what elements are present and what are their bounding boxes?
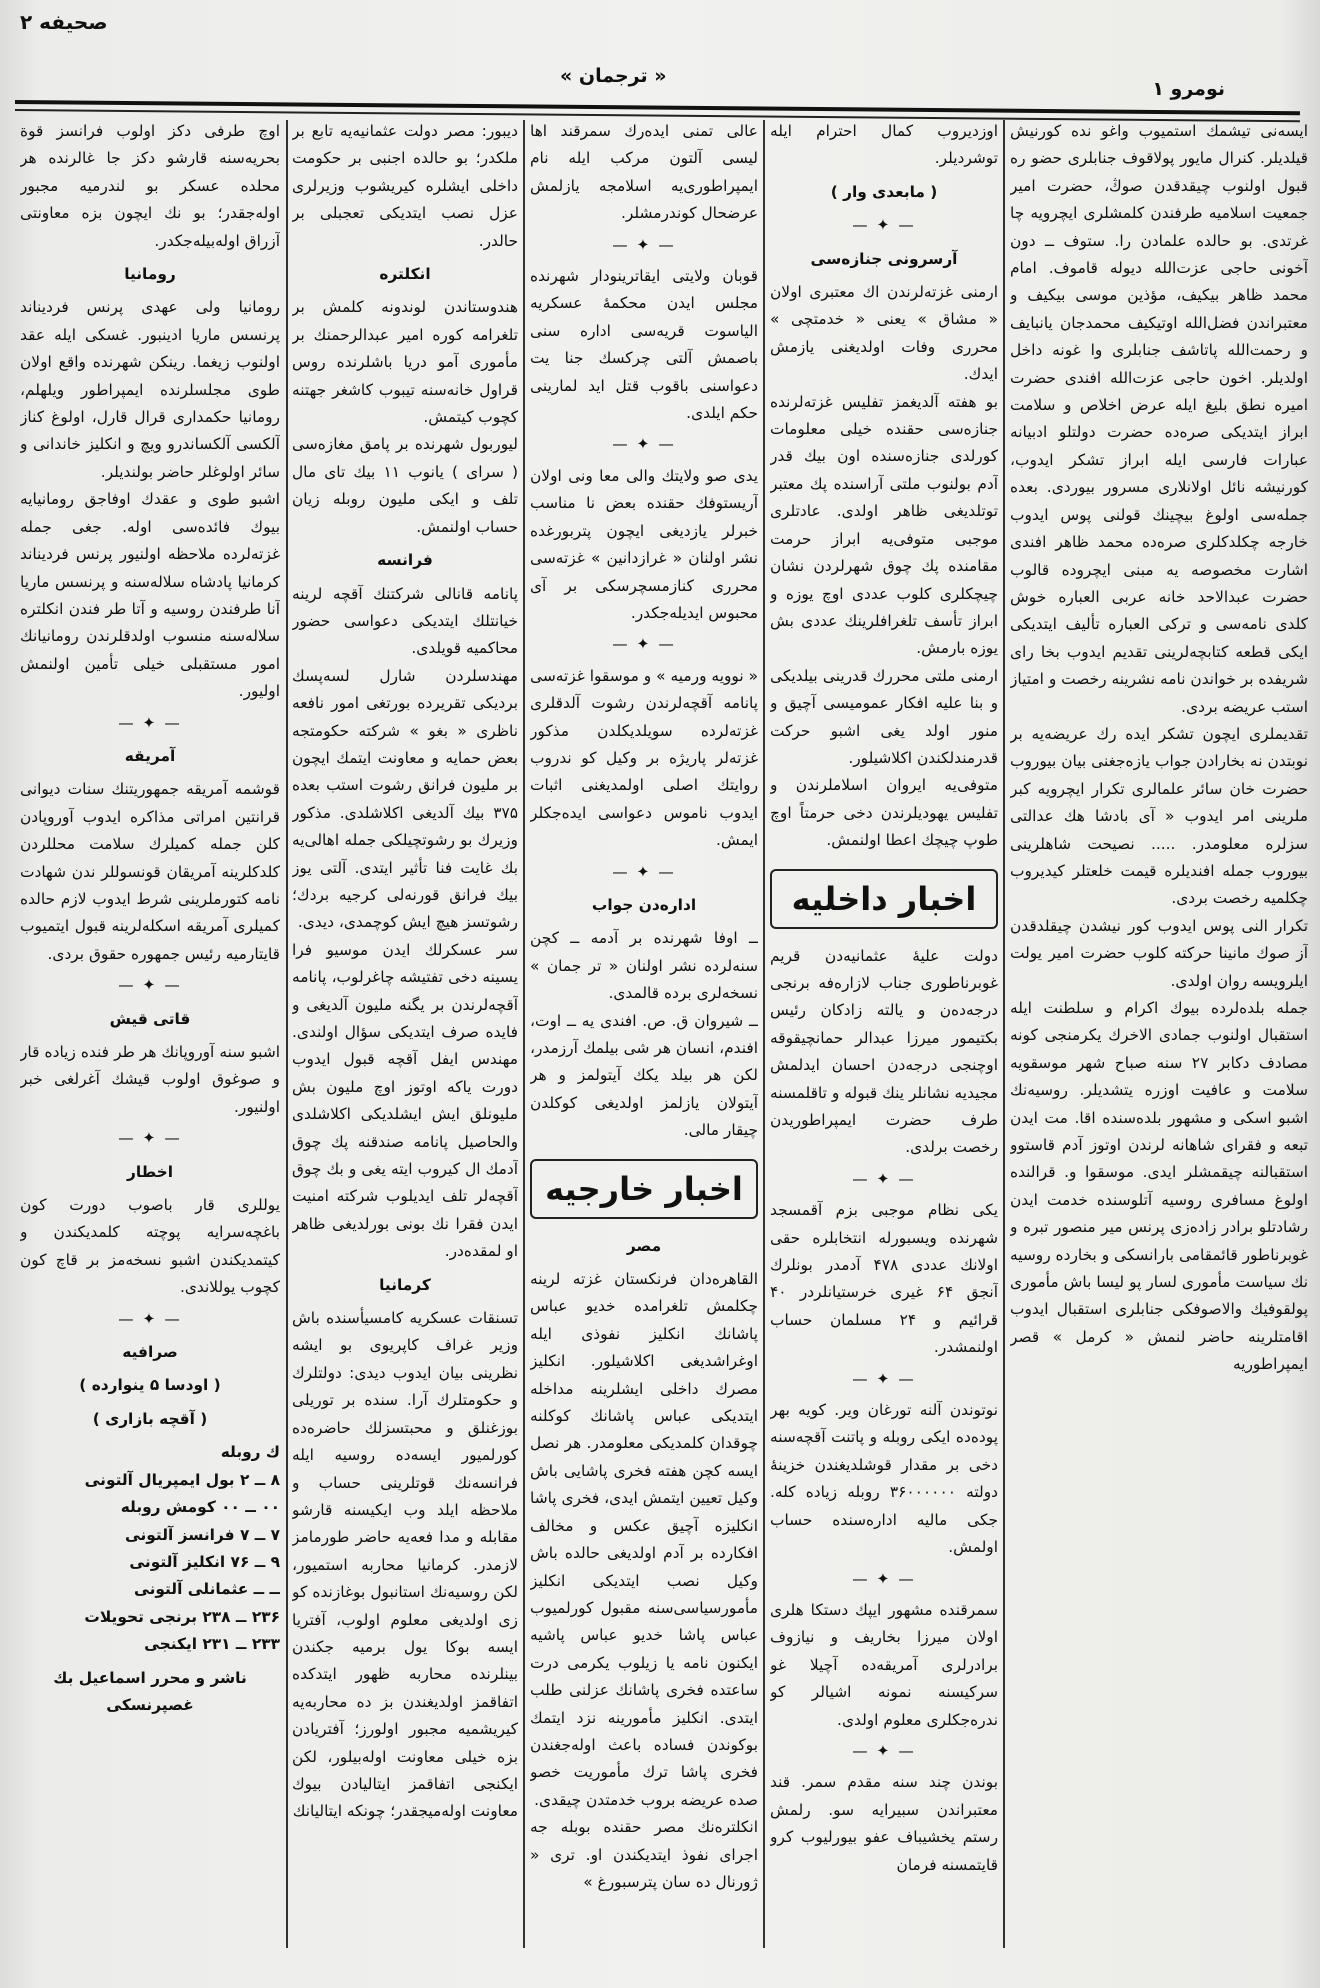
column-5 bbox=[20, 118, 280, 1968]
section-banner: اخبار خارجیه bbox=[530, 1159, 758, 1219]
ornament-separator: — ✦ — bbox=[612, 635, 676, 654]
ornament-separator: — ✦ — bbox=[852, 1369, 916, 1388]
section-heading: مصر bbox=[626, 1236, 662, 1255]
article-paragraph: رومانیا ولی عهدی پرنس فردیناند پرنسس ماریا ادینبور. غسكی ایله عقد اولنوب زیغما. رینكن شهرنده واقع اولان طوی مجلسلرنده ایمپراطور ویلهلم، رومانیا حكمداری قرال قارل، اولوغ كناز آلكسی آلكساندرو ویچ و انكلیز خاندانی و سائر اولوغلر حاضر بولندیلر. bbox=[20, 298, 280, 481]
article-paragraph: اشبو طوی و عقدك اوفاجق رومانیایه بیوك فائده‌سی اوله. جغی جمله غزته‌لرده ملاحظه اولنیور پرنس فردیناند كرمانیا پادشاه سلاله‌سنه و پرنسس ماریا آنا طرفندن روسیه و آتا طر فندن انكلتره سلاله‌سنه منسوب اولدقلرندن رومانیانك امور مستقبلی خیلی تأمین اولنمش اولیور. bbox=[20, 490, 280, 701]
exchange-rate-row: ك روبله bbox=[220, 1443, 280, 1462]
article-paragraph: بوندن چند سنه مقدم سمر. قند معتبراندن سبیرایه سو. رلمش رستم یخشیباف عفو بیورلیوب كرو قایتمسنه فرمان bbox=[770, 1773, 998, 1874]
article-paragraph: « نوویه ورمیه » و موسقوا غزته‌سی پانامه آقچه‌لرندن رشوت آلدقلری غزته‌لرده سویلدیكلدن مذكور غزته‌لر پاریژه بر وكیل كو ندروب روایتك اصلی اولمدیغنی اثبات ایدوب ناموس دعواسی ایده‌جكلر ایمش. bbox=[530, 666, 758, 850]
section-heading: كرمانیا bbox=[379, 1275, 431, 1294]
ornament-separator: — ✦ — bbox=[852, 1569, 916, 1588]
article-paragraph: تكرار النی پوس ایدوب كور نیشدن چیقلدقدن آز صوك مانینا حركته كلوب حضرت امیر یولت ایلرویسه روان اولدی. bbox=[1010, 916, 1308, 990]
ornament-separator: — ✦ — bbox=[852, 1741, 916, 1760]
column-divider bbox=[763, 120, 765, 1948]
article-paragraph: یكی نظام موجبی بزم آقمسجد شهرنده ویسبورله انتخابلره حقی اولانك عددی ۴۷۸ آدمدر بونلرك آنجق ۶۴ غیری خرستیانلردر ۴۰ قرائیم و ۲۴ مسلمان حساب اولنمشدر. bbox=[770, 1201, 998, 1357]
section-heading: صرافیه bbox=[122, 1343, 178, 1362]
article-paragraph: اشبو سنه آوروپانك هر طر فنده زیاده قار و صوغوق اولوب قیشك آغرلغی خبر اولنیور. bbox=[20, 1043, 280, 1116]
article-paragraph: القاهره‌دان فرنكستان غزته لرینه چكلمش تلغرامده خدیو عباس پاشانك انكلیز نفوذی ایله اوغراشدیغی اكلاشیلور. انكلیز مصرك داخلی ایشلرینه مداخله ایتدیكی عباس پاشانك كوكلنه چوقدان كلمدیكی معلومدر. هر نصل ایسه كچن هفته فخری پاشایی باش وكیل تعیین ایتمش ایدی، فخری پاشا انكلیزه آچیق عكس و مخالف افكارده بر آدم اولدیغی حالده باش وكیل نصب ایتدیكی انكلیز مأمورسیاسی‌سنه مقبول كورلمیوب عباس پاشا خدیو عباس پاشیه ایكنون نامه یا زیلوب یكرمی درت ساعتده فخری پاشانك عزلنی طلب ایتدی. انكلیز مأمورینه نزد ایتمك بوكوندن فساده باعث اوله‌جغندن فخری پاشا ترك مأموریت خصو صده عریضه بروب خدمتدن چیقدی. bbox=[530, 1270, 758, 1809]
ornament-separator: — ✦ — bbox=[118, 713, 182, 732]
article-paragraph: ارمنی ملتی محررك قدرینی بیلدیكی و بنا علیه افكار عمومیسی آچیق و منور اولد یغی اشبو حركت قدرمندلكندن اكلاشیلور. bbox=[770, 666, 998, 767]
article-paragraph: تقدیملری ایچون تشكر ایده رك عریضه‌یه بر نوبتدن نه بخارادن جواب یازه‌جغنی بیان بیوروب حضرت خان سائر علمالری تكرار ایچرویه كبر ملرینی امر ایدوب « آی بادشا هك عدالتی سزلره معلومدر. ..... نصیحت شاهلرینی بیوروب جمله افندیلره قیمت خلعتلر كیدیروب چكلمیه رخصت بردی. bbox=[1010, 724, 1308, 908]
ornament-separator: — ✦ — bbox=[118, 1309, 182, 1328]
section-heading: فرانسه bbox=[377, 551, 433, 570]
article-paragraph: یوللری قار باصوب دورت كون باغچه‌سرایه پوچته كلمدیكندن و كیتمدیكندن اشبو نسخه‌مز بر قاچ كون كچوب یوللاندی. bbox=[20, 1196, 280, 1297]
exchange-rate-row: ۸ ــ ۲ بول ایمپریال آلتونی bbox=[84, 1470, 280, 1489]
column-divider bbox=[286, 120, 288, 1948]
section-heading: رومانیا bbox=[124, 265, 176, 284]
exchange-rate-row: ۲۳۳ ــ ۲۳۱ ایكنجی bbox=[144, 1635, 280, 1654]
article-paragraph: ارمنی غزته‌لرندن اك معتبری اولان « مشاق » یعنی « خدمتچی » محرری وفات اولدیغنی یازمش ایدك. bbox=[770, 283, 998, 384]
exchange-rate-row: ۰۰ ــ ۰۰ كومش روبله bbox=[120, 1498, 280, 1517]
article-paragraph: ایسه‌نی تیشمك استمیوب واغو نده كورنیش قیلدیلر. كنرال مایور پولاقوف جنابلری حضو ره قبول اولنوب چیقدقدن صوڭ، حضرت امیر جمعیت اسلامیه طرفندن كلمشلری ایچرویه چا غرتدی. بو حالده علمادن را. ستوف ــ دون آخونی حاجی عزت‌الله دیوله قاموف. امام محمد ظاهر بیكیف، مؤذین موسی بیكیف و معتبراندن فضل‌الله اوتیكیف محمدجان یانبایف و رحمت‌الله پاتاشف جنابلری وا غونه داخل اولدیلر. اخون حاجی عزت‌الله افندی حضرت امیره نطق بلیغ ایله عرض اخلاص و سلامت ابراز ایتدیكی صره‌ده حضرت دولتلو ادبیانه عبارات فارسی ایله ابراز تشكر ایدوب، كورنیشه نائل اولانلاری مسرور بیوردی. بعده جمله‌سی اولوغ بیچینك قولنی پوس ایدوب خارجه چكلدكلری صره‌ده محمد ظاهر افندی اشارت مخصوصه یه مبنی ایچروده قالوب حضرت عبدالاحد خانه عربی العباره خوش كلدی نامه‌سی و تركی العباره تألیف ایتدیكی ایكی قطعه كتابچه‌لرینی تقدیم ایدوب بخا رای شریفده بر خواندن نامه نشرینه رخصت و امتیاز استب عریضه بردی. bbox=[1010, 122, 1308, 716]
column-3 bbox=[530, 118, 758, 1968]
section-heading: قاتی قیش bbox=[109, 1009, 191, 1028]
article-paragraph: قوبان ولایتی ایقاترینودار شهرنده مجلس ایدن محكمهٔ عسكریه الیاسوت قریه‌سی اداره سنی باصمش آلتی چركسك جنا یت دعواسنی باقوب قتل اید لمارینی حكم ایلدی. bbox=[530, 267, 758, 423]
article-paragraph: متوفی‌یه ایروان اسلاملرندن و تفلیس یهودیلرندن دخی حرمتاً اوچ طوپ چیچك اعطا اولنمش. bbox=[770, 776, 998, 850]
article-paragraph: نوتوندن آلنه تورغان ویر. كویه بهر پوده‌ده ایكی روبله و پاتنت آقچه‌سنه دخی بر مقدار قوشلدیغندن خزینهٔ دولته ۳۶۰۰۰۰۰۰ روبله زیاده كله. جكی مالیه اداره‌سنده حساب اولمش. bbox=[770, 1401, 998, 1557]
article-paragraph: پانامه قانالی شركتنك آقچه لرینه خیانتلك ایتدیكی دعواسی حضور محاكمیه قویلدی. bbox=[292, 584, 518, 658]
article-paragraph: اوچ طرفی دكز اولوب فرانسز قوة بحریه‌سنه قارشو دكز جا غالرنده هر محلده عسكر بو لندرمیه مجبور اوله‌جقدر؛ بو نك ایچون بزه معاونتی آزراق اوله‌بیله‌جكدر. bbox=[20, 122, 280, 250]
section-heading: آرسرونی جنازه‌سی bbox=[810, 249, 958, 268]
article-paragraph: هندوستاندن لوندونه كلمش بر تلغرامه كوره امیر عبدالرحمنك بر مأموری آمو دریا باشلرنده روس قراول خانه‌سنه تیبوب كاشغر جهتنه كچوب كیتمش. bbox=[292, 298, 518, 427]
section-heading: ( مابعدی وار ) bbox=[830, 182, 938, 201]
section-heading: آمریقه bbox=[124, 746, 176, 765]
section-heading: ( آقچه بازاری ) bbox=[92, 1409, 208, 1428]
ornament-separator: — ✦ — bbox=[852, 216, 916, 235]
exchange-rate-row: ۲۳۶ ــ ۲۳۸ برنجی تحویلات bbox=[84, 1607, 280, 1626]
exchange-rate-row: ۹ ــ ۷۶ انكلیز آلتونی bbox=[129, 1552, 280, 1571]
page-number: صحیفه ۲ bbox=[20, 10, 108, 34]
article-paragraph: دولت علیهٔ عثمانیه‌دن قریم غوبرناطوری جناب لازاره‌فه برنجی درجه‌ده‌ن و یالته زادكان رئیس بكتیمور میرزا عبدالر حمانچیقوقه اوچنجی درجه‌دن احسان ایدلمش مجیدیه نشانلر ینك قبوله و تاقلمسنه طرف حضرت ایمپراطوریدن رخصت برلدی. bbox=[770, 946, 998, 1157]
article-paragraph: تسنقات عسكریه كامسیأسنده باش وزیر غراف كاپریوی بو ایشه نظرینی بیان ایدوب دیدی: دولتلرك و حكومتلرك آرا. سنده بر توریلی بوزغنلق و محبتسزلك حاضره‌ده كورلمیور ایسه‌ده روسیه ایله فرانسه‌نك قوتلرینی حساب و ملاحظه ایلد وب ایكیسنه قارشو مقابله و مدا فعه‌یه حاضر طورمامز لازمدر. كرمانیا محاربه استمیور، لكن روسیه‌نك استانبول بوغازنده كو زی اولدیغی معلوم اولوب، آفتریا ایسه بوكا یول برمیه جكندن بینلرنده محاربه ظهور ایتدكده اتفاقمز اولدیغندن بز ده محاربه‌یه كیریشمیه مجبور اولورز؛ آفتریادن بزه خیلی معاونت اوله‌بیلور، لكن ایكنجی اتفاقمز ایتالیادن بیوك معاونت اوله‌میجقدر؛ چونكه ایتالیانك bbox=[292, 1309, 518, 1821]
exchange-rate-row: ــ ــ عثمانلی آلتونی bbox=[134, 1580, 280, 1599]
section-heading: ( اودسا ۵ ینوارده ) bbox=[79, 1376, 221, 1395]
ornament-separator: — ✦ — bbox=[118, 1129, 182, 1148]
section-heading: انكلتره bbox=[379, 265, 431, 284]
column-4 bbox=[292, 118, 518, 1968]
issue-number: نومرو ۱ bbox=[1152, 78, 1225, 100]
newspaper-title: « ترجمان » bbox=[560, 65, 667, 87]
ornament-separator: — ✦ — bbox=[852, 1169, 916, 1188]
article-paragraph: سمرقنده مشهور ایپك دستكا هلری اولان میرزا بخاریف و نیازوف برادرلری آمریقه‌ده آچیلا غو سركیسنه نمونه اشیالر كو ندره‌جكلری معلوم اولدی. bbox=[770, 1600, 998, 1729]
column-2 bbox=[770, 118, 998, 1968]
article-paragraph: سر عسكرلك ایدن موسیو فرا یسینه دخی تفتیشه چاغرلوب، پانامه آقچه‌لرندن بر یگنه ملیون آلدیغی و فایده صرف ایتدیكی سؤال اولندی. مهندس ایفل آقچه قبول ایدوب دورت یاكه اوتوز اوچ ملیون بش ملیونلق ایش ایشلدیكی اكلاشلدی والحاصیل پانامه صندقنه پك چوق آدمك ال كیروب ایته یغی و بك چوق آقچه‌لر تلف ایدیلوب شركته امنیت ایدن فقرا نك بونی بورلدیغی ظاهر او لمقده‌در. bbox=[292, 940, 518, 1261]
article-paragraph: دیبور: مصر دولت عثمانیه‌یه تابع بر ملكدر؛ بو حالده اجنبی بر حكومت داخلی ایشلره كیریشوب وزیرلری عزل نصب ایتدیكی تعجبلی بر حالدر. bbox=[292, 122, 518, 250]
ornament-separator: — ✦ — bbox=[118, 976, 182, 995]
article-paragraph: یدی صو ولایتك والی معا ونی اولان آریستوفك حقنده بعض نا مناسب خبرلر یازدیغی ایچون پتربورغده نشر اولنان « غرازدانین » غزته‌سی محرری كنازمسچرسكی بر آی محبوس ایدیله‌جكدر. bbox=[530, 466, 758, 622]
ornament-separator: — ✦ — bbox=[612, 862, 676, 881]
section-heading: ناشر و محرر اسماعیل بك غصپرنسكی bbox=[53, 1668, 247, 1714]
article-paragraph: قوشمه آمریقه جمهوریتنك سنات دیوانی قرانتین امراتی مذاكره ایدوب آوروپادن كلن جمله كمیلرك سلامت محللردن كلدكلرینه آمریقان قونسوللر ندن شهادت نامه كتورملرینی شرط ایدوب لازم حالده كمیلری آمریقه اسكله‌لرینه قبول ایتمیوب قایتارمیه رئیس جمهوره حقوق بردی. bbox=[20, 780, 280, 963]
article-paragraph: ــ اوفا شهرنده بر آدمه ــ كچن سنه‌لرده نشر اولنان « تر جمان » نسخه‌لری برده قالمدی. bbox=[530, 929, 758, 1003]
article-paragraph: عالی تمنی ایده‌رك سمرقند اها لیسی آلتون مركب ایله نام ایمپراطوری‌یه اسلامجه یازلمش عرضحال كوندرمشلر. bbox=[530, 122, 758, 223]
column-divider bbox=[1003, 120, 1005, 1948]
ornament-separator: — ✦ — bbox=[612, 435, 676, 454]
column-divider bbox=[523, 120, 525, 1948]
article-paragraph: بو هفته آلدیغمز تفلیس غزته‌لرنده جنازه‌سی حقنده خیلی معلومات كورلدی جنازه‌سنده اون بیك قدر آدم بولنوب ملتی آراسنده پك معتبر توتلدیغی ظاهر اولدی. عادتلری موجبی متوفی‌یه ابراز حرمت مقامنده پك چوق شهرلردن نشان چیچكلری كلوب عددی اوچ یوزه و ابراز تأسف تلغرافلرینك عددی بش یوزه بارمش. bbox=[770, 392, 998, 658]
article-paragraph: جمله بلده‌لرده بیوك اكرام و سلطنت ایله استقبال اولنوب جمادی الاخرك یكرمنجی كونه مصادف دكابر ۲۷ سنه صباح شهر موسقویه سلامت و عافیت اوزره یتشدیلر. روسیه‌نك اشبو اسكی و مشهور بلده‌سنده اقا. مت ایدن تبعه و فقرای شاهانه لرندن اوتوز آدم قاستوو استقبالنه چیقمشلر ایدی. موسقوا و. قرالنده اولوغ مسافری روسیه آتلوسنده خدمت ایدن رشادتلو برادر زاده‌زی پرنس میر منصور تبره و غوبرناطور قائمقامی بارانسكی و بخارده روسیه نك سیاست مأموری لسار پو لیسا باش مأموری پولقوفیك والاصوفكی جنابلری استقبال ایدوب اقامتلرینه حاضر لنمش « كرمل » قصر ایمپراطوریه bbox=[1010, 999, 1308, 1374]
article-paragraph: لیوربول شهرنده بر پامق مغازه‌سی ( سرای ) یانوب ۱۱ بیك تای مال تلف و ایكی ملیون روبله زیان حساب اولنمش. bbox=[292, 435, 518, 536]
column-1 bbox=[1010, 118, 1308, 1968]
section-heading: اخطار bbox=[127, 1162, 173, 1181]
article-paragraph: اوزدیروب كمال احترام ایله توشردیلر. bbox=[770, 122, 998, 168]
exchange-rate-row: ۷ ــ ۷ فرانسز آلتونی bbox=[124, 1525, 280, 1544]
ornament-separator: — ✦ — bbox=[612, 235, 676, 254]
article-paragraph: ــ شیروان ق. ص. افندی یه ــ اوت، افندم، انسان هر شی بیلمك آرزمدر، لكن هر بیلد یكك آیتولمز و هر آیتولان یازلمز اولدیغی كوكلدن چیقار مالی. bbox=[530, 1011, 758, 1140]
article-paragraph: مهندسلردن شارل لسه‌پسك بردیكی تقریرده بورتغی امور نافعه ناظری « بغو » شركته حكومتجه بعض حمایه و معاونت ایتمك ایچون بر ملیون فرانق رشوت استب بعده ۳۷۵ بیك آلدیغی اكلاشلدی. مذكور وزیرك بو رشوتچیلكی جمله اهالی‌یه بك غایت فنا تأثیر ایتدی. آلتی یوز بیك فرانق قورنه‌لی كرجیه بردك؛ رشوتسز هیچ ایش كوچمدی، دیدی. bbox=[292, 666, 518, 932]
article-paragraph: انكلتره‌نك مصر حقنده بوبله جه اجرای نفوذ ایتدیكندن او. تری « ژورنال ده سان پترسبورغ » bbox=[530, 1818, 758, 1891]
section-heading: اداره‌دن جواب bbox=[591, 895, 697, 914]
section-banner: اخبار داخلیه bbox=[770, 869, 998, 929]
